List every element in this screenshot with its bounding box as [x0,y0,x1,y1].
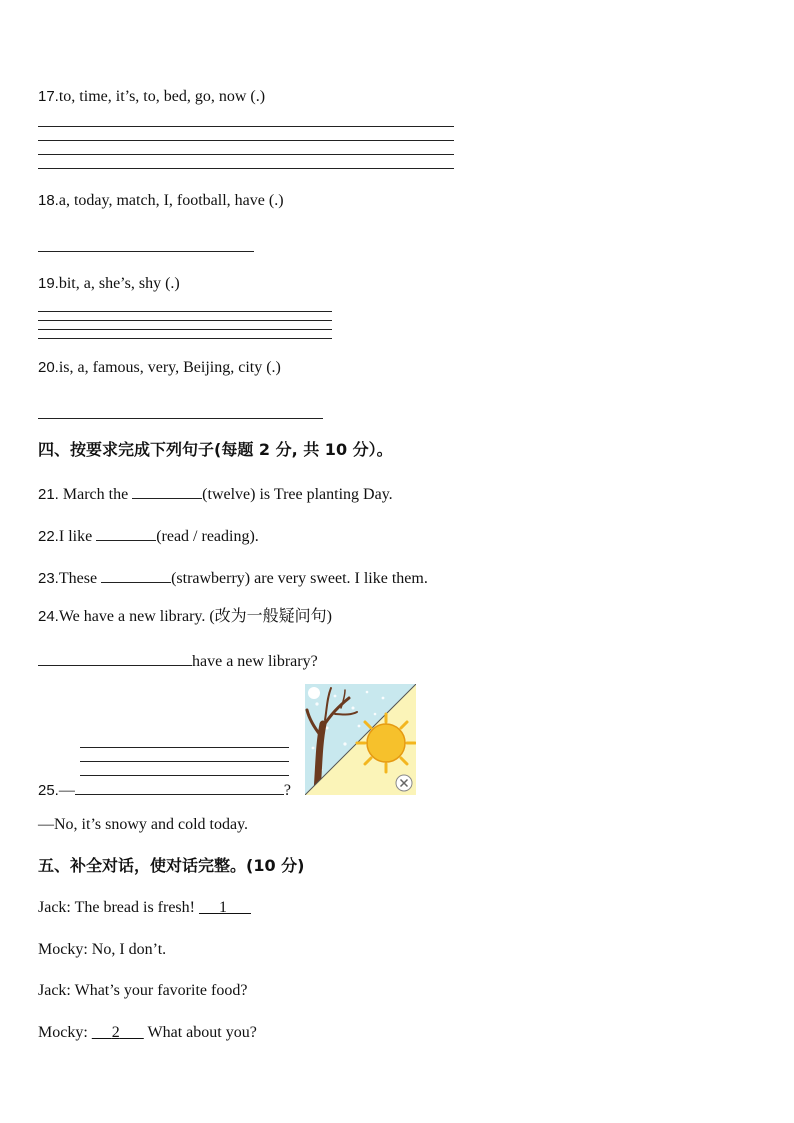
question-25 [38,778,291,801]
question-text: We have a new library. (改为一般疑问句) [58,608,333,625]
dash: — [58,782,75,799]
dialogue-text: The bread is fresh! [70,899,199,916]
blank-number: 1 [218,899,227,916]
fill-blank[interactable] [132,482,202,499]
question-number: 19. [38,275,59,292]
answer-line[interactable] [80,775,289,776]
question-number: 18. [38,192,59,209]
question-24 [38,607,332,627]
question-number: 25. [38,782,59,799]
dialogue-line [38,981,247,1001]
question-prompt: is, a, famous, very, Beijing, city (.) [58,359,281,376]
question-number: 20. [38,359,59,376]
winter-sun-illustration [305,684,416,795]
section-heading: 四、按要求完成下列句子(每题 2 分, 共 10 分）。 [38,440,393,459]
question-prompt: to, time, it’s, to, bed, go, now (.) [58,88,266,105]
question-19 [38,274,180,294]
question-number: 24. [38,608,59,625]
dialogue-text: What’s your favorite food? [70,982,248,999]
blank-number: 2 [111,1024,120,1041]
fill-blank[interactable] [96,524,156,541]
question-24-answer [38,649,318,672]
answer-line[interactable] [38,311,332,312]
question-number: 17. [38,88,59,105]
question-text: March the [58,486,133,503]
question-number: 22. [38,528,59,545]
speaker-name: Jack: [38,899,71,916]
question-text: These [58,570,102,587]
question-number: 23. [38,570,59,587]
dialogue-line [38,898,251,918]
dialogue-line [38,940,166,960]
question-25-reply: —No, it’s snowy and cold today. [38,816,249,833]
question-18 [38,191,284,211]
dialogue-line [38,1023,257,1043]
answer-line[interactable] [80,761,289,762]
snowball [308,687,320,699]
speaker-name: Jack: [38,982,71,999]
answer-line[interactable] [38,251,254,252]
question-prompt: a, today, match, I, football, have (.) [58,192,284,209]
answer-line[interactable] [80,747,289,748]
question-20 [38,358,281,378]
answer-line[interactable] [38,418,323,419]
answer-line[interactable] [38,168,454,169]
question-text: I like [58,528,97,545]
close-icon[interactable] [396,775,412,791]
fill-blank[interactable] [38,649,192,666]
fill-blank[interactable] [75,778,284,795]
speaker-name: Mocky: [38,1024,88,1041]
answer-line[interactable] [38,126,454,127]
answer-line[interactable] [38,338,332,339]
dialogue-blank[interactable] [92,1024,144,1041]
answer-line[interactable] [38,140,454,141]
question-22 [38,524,259,547]
question-prompt: bit, a, she’s, shy (.) [58,275,180,292]
question-number: 21. [38,486,59,503]
question-21 [38,482,393,505]
question-mark: ? [283,782,291,799]
question-23 [38,566,428,589]
section-heading: 五、补全对话，使对话完整。(10 分) [38,856,305,875]
question-text: (read / reading). [156,528,259,545]
answer-line[interactable] [38,320,332,321]
question-17 [38,87,265,107]
sun-icon [357,714,415,772]
weather-picture [305,684,416,795]
question-text: (strawberry) are very sweet. I like them. [171,570,428,587]
dialogue-text: What about you? [143,1024,257,1041]
speaker-name: Mocky: [38,941,88,958]
fill-blank[interactable] [101,566,171,583]
question-text: (twelve) is Tree planting Day. [202,486,393,503]
dialogue-text: No, I don’t. [87,941,167,958]
question-text: have a new library? [192,653,318,670]
dialogue-blank[interactable] [199,899,251,916]
answer-line[interactable] [38,329,332,330]
answer-line[interactable] [38,154,454,155]
